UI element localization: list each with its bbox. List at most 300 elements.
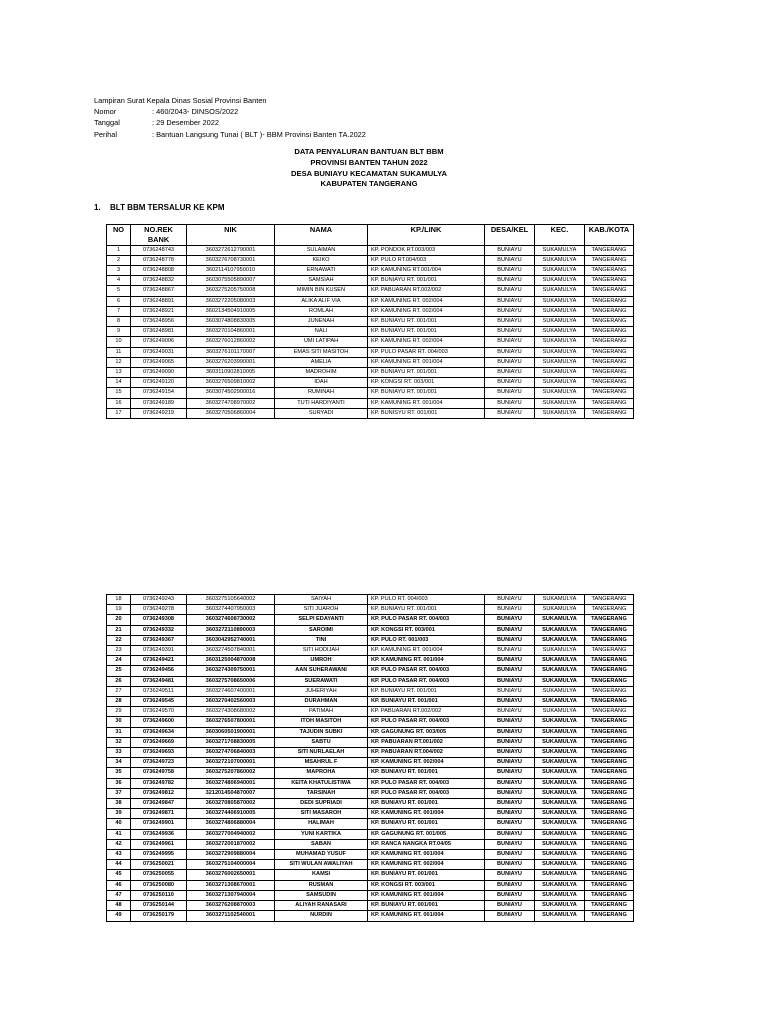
table-row	[107, 317, 634, 327]
cell-kab: TANGERANG	[585, 357, 634, 367]
cell-nik: 3602134504910005	[187, 306, 275, 316]
cell-nama: SABAN	[275, 839, 368, 849]
cell-kec: SUKAMULYA	[535, 317, 585, 327]
header-intro: Lampiran Surat Kepala Dinas Sosial Provinsi Banten	[94, 96, 267, 105]
cell-desa: BUNIAYU	[485, 850, 535, 860]
title-line: KABUPATEN TANGERANG	[320, 179, 418, 189]
cell-kec: SUKAMULYA	[535, 388, 585, 398]
table-row	[107, 676, 634, 686]
cell-no: 14	[107, 378, 131, 388]
cell-no: 49	[107, 911, 131, 921]
cell-rek: 0736249154	[131, 388, 187, 398]
cell-no: 25	[107, 666, 131, 676]
table-row	[107, 829, 634, 839]
cell-kp: KP. PABUARAN RT.002/002	[368, 707, 485, 717]
cell-no: 16	[107, 398, 131, 408]
cell-desa: BUNIAYU	[485, 357, 535, 367]
cell-nama: YUNI KARTIKA	[275, 829, 368, 839]
cell-kab: TANGERANG	[585, 635, 634, 645]
cell-nama: SULAIMAN	[275, 245, 368, 255]
header-field-value: : 29 Desember 2022	[152, 118, 219, 128]
cell-kp: KP. PULO PASAR RT. 004/003	[368, 778, 485, 788]
table-row	[107, 408, 634, 418]
cell-kp: KP. BUNIAYU RT. 001/001	[368, 697, 485, 707]
cell-no: 10	[107, 337, 131, 347]
cell-nama: UMI LATIPAH	[275, 337, 368, 347]
cell-kab: TANGERANG	[585, 778, 634, 788]
cell-nik: 3603275205750008	[187, 286, 275, 296]
cell-rek: 0736249669	[131, 737, 187, 747]
cell-kec: SUKAMULYA	[535, 347, 585, 357]
cell-no: 43	[107, 850, 131, 860]
document-title	[160, 147, 578, 190]
cell-nik: 3603074808830005	[187, 317, 275, 327]
cell-nik: 3603042952740001	[187, 635, 275, 645]
cell-no: 45	[107, 870, 131, 880]
cell-no: 11	[107, 347, 131, 357]
cell-rek: 0736249367	[131, 635, 187, 645]
cell-kec: SUKAMULYA	[535, 686, 585, 696]
cell-nik: 3603272001870002	[187, 839, 275, 849]
cell-rek: 0736249871	[131, 809, 187, 819]
cell-nik: 3603271708830005	[187, 737, 275, 747]
table-row	[107, 809, 634, 819]
cell-kab: TANGERANG	[585, 306, 634, 316]
cell-kp: KP. BUNIAYU RT. 001/001	[368, 317, 485, 327]
cell-kab: TANGERANG	[585, 911, 634, 921]
cell-nama: SITI MASAROH	[275, 809, 368, 819]
cell-kp: KP. PULO PASAR RT. 004/003	[368, 717, 485, 727]
cell-rek: 0736249693	[131, 748, 187, 758]
cell-kp: KP. BUNIAYU RT. 001/001	[368, 870, 485, 880]
table-row	[107, 880, 634, 890]
header-field-label: Nomor	[94, 107, 117, 117]
cell-kp: KP. BUNISYU RT. 001/001	[368, 408, 485, 418]
cell-desa: BUNIAYU	[485, 768, 535, 778]
cell-nik: 3603274607400001	[187, 686, 275, 696]
cell-rek: 0736249995	[131, 850, 187, 860]
cell-kec: SUKAMULYA	[535, 717, 585, 727]
table-row	[107, 266, 634, 276]
cell-nik: 3603274706840003	[187, 748, 275, 758]
cell-kab: TANGERANG	[585, 880, 634, 890]
cell-nik: 3603270402560003	[187, 697, 275, 707]
cell-kec: SUKAMULYA	[535, 829, 585, 839]
cell-rek: 0736249120	[131, 378, 187, 388]
cell-kab: TANGERANG	[585, 368, 634, 378]
cell-desa: BUNIAYU	[485, 676, 535, 686]
cell-nik: 3603274806880004	[187, 819, 275, 829]
cell-rek: 0736250144	[131, 901, 187, 911]
cell-nik: 3603270104860001	[187, 327, 275, 337]
cell-kec: SUKAMULYA	[535, 676, 585, 686]
cell-kp: KP. PULO PASAR RT. 004/003	[368, 347, 485, 357]
cell-desa: BUNIAYU	[485, 317, 535, 327]
cell-kab: TANGERANG	[585, 788, 634, 798]
cell-nama: KEITA KHATULISTIWA	[275, 778, 368, 788]
cell-kp: KP. BUNIAYU RT. 001/001	[368, 768, 485, 778]
cell-desa: BUNIAYU	[485, 727, 535, 737]
table-row	[107, 911, 634, 921]
cell-kab: TANGERANG	[585, 266, 634, 276]
cell-kab: TANGERANG	[585, 255, 634, 265]
cell-nama: RUMINAH	[275, 388, 368, 398]
cell-kab: TANGERANG	[585, 276, 634, 286]
cell-rek: 0736248832	[131, 276, 187, 286]
cell-nama: TUTI HARDIYANTI	[275, 398, 368, 408]
cell-kab: TANGERANG	[585, 676, 634, 686]
table-row	[107, 850, 634, 860]
cell-kec: SUKAMULYA	[535, 368, 585, 378]
col-header-no: NO	[107, 225, 131, 246]
cell-desa: BUNIAYU	[485, 686, 535, 696]
table-row	[107, 839, 634, 849]
cell-desa: BUNIAYU	[485, 605, 535, 615]
cell-kab: TANGERANG	[585, 717, 634, 727]
cell-desa: BUNIAYU	[485, 809, 535, 819]
cell-no: 39	[107, 809, 131, 819]
cell-kab: TANGERANG	[585, 317, 634, 327]
cell-nama: SABTU	[275, 737, 368, 747]
cell-kp: KP. KAMUNING RT. 001/004	[368, 398, 485, 408]
table-row	[107, 686, 634, 696]
cell-kp: KP. KAMUNING RT. 002/004	[368, 758, 485, 768]
table-row	[107, 870, 634, 880]
cell-rek: 0736249308	[131, 615, 187, 625]
cell-no: 24	[107, 656, 131, 666]
cell-kec: SUKAMULYA	[535, 758, 585, 768]
cell-kp: KP. PULO RT.004/003	[368, 255, 485, 265]
cell-rek: 0736249065	[131, 357, 187, 367]
cell-desa: BUNIAYU	[485, 890, 535, 900]
cell-nik: 3603276507800001	[187, 717, 275, 727]
cell-nik: 3603272205080003	[187, 296, 275, 306]
cell-kab: TANGERANG	[585, 327, 634, 337]
header-field-nomor	[94, 106, 366, 117]
cell-nama: SAROIMI	[275, 625, 368, 635]
cell-rek: 0736249847	[131, 799, 187, 809]
cell-rek: 0736249219	[131, 408, 187, 418]
cell-rek: 0736248743	[131, 245, 187, 255]
cell-kab: TANGERANG	[585, 870, 634, 880]
cell-rek: 0736249421	[131, 656, 187, 666]
cell-nama: SELPI EDAYANTI	[275, 615, 368, 625]
cell-kab: TANGERANG	[585, 337, 634, 347]
cell-kp: KP. BUNIAYU RT. 001/001	[368, 388, 485, 398]
cell-rek: 0736249758	[131, 768, 187, 778]
cell-kec: SUKAMULYA	[535, 327, 585, 337]
cell-nama: TARSINAH	[275, 788, 368, 798]
cell-desa: BUNIAYU	[485, 758, 535, 768]
cell-kab: TANGERANG	[585, 686, 634, 696]
cell-desa: BUNIAYU	[485, 880, 535, 890]
cell-nik: 3603270805870002	[187, 799, 275, 809]
cell-nama: PATIMAH	[275, 707, 368, 717]
cell-no: 36	[107, 778, 131, 788]
cell-nik: 3603276101170007	[187, 347, 275, 357]
cell-no: 22	[107, 635, 131, 645]
cell-desa: BUNIAYU	[485, 615, 535, 625]
cell-rek: 0736249243	[131, 595, 187, 605]
col-header-kec: KEC.	[535, 225, 585, 246]
cell-rek: 0736249481	[131, 676, 187, 686]
cell-rek: 0736249600	[131, 717, 187, 727]
cell-no: 18	[107, 595, 131, 605]
table-body	[107, 245, 634, 418]
table-body	[107, 595, 634, 922]
cell-rek: 0736248808	[131, 266, 187, 276]
cell-rek: 0736249456	[131, 666, 187, 676]
table-row	[107, 697, 634, 707]
cell-kp: KP. KAMUNING RT. 001/004	[368, 656, 485, 666]
cell-kec: SUKAMULYA	[535, 901, 585, 911]
cell-nik: 3603274309750001	[187, 666, 275, 676]
cell-nama: KEIKO	[275, 255, 368, 265]
cell-no: 26	[107, 676, 131, 686]
cell-kp: KP. BUNIAYU RT. 001/001	[368, 327, 485, 337]
cell-kp: KP. KAMUNING RT. 002/004	[368, 337, 485, 347]
cell-kp: KP. KAMUNING RT. 001/004	[368, 357, 485, 367]
cell-kp: KP. PABUARAN RT.004/002	[368, 748, 485, 758]
cell-desa: BUNIAYU	[485, 635, 535, 645]
header-field-label: Tanggal	[94, 118, 120, 128]
cell-nama: MAPROHA	[275, 768, 368, 778]
cell-nik: 3603276203990001	[187, 357, 275, 367]
cell-kab: TANGERANG	[585, 901, 634, 911]
cell-no: 30	[107, 717, 131, 727]
cell-kp: KP. PULO PASAR RT. 004/003	[368, 666, 485, 676]
cell-no: 3	[107, 266, 131, 276]
cell-kec: SUKAMULYA	[535, 595, 585, 605]
cell-kab: TANGERANG	[585, 890, 634, 900]
cell-kp: KP. KONGSI RT. 003/001	[368, 880, 485, 890]
cell-kec: SUKAMULYA	[535, 778, 585, 788]
cell-kec: SUKAMULYA	[535, 378, 585, 388]
cell-kec: SUKAMULYA	[535, 697, 585, 707]
cell-desa: BUNIAYU	[485, 327, 535, 337]
section-number: 1.	[94, 203, 101, 212]
cell-nik: 3603271308670001	[187, 880, 275, 890]
cell-nik: 3603272110890003	[187, 625, 275, 635]
cell-desa: BUNIAYU	[485, 901, 535, 911]
cell-no: 46	[107, 880, 131, 890]
cell-desa: BUNIAYU	[485, 799, 535, 809]
cell-nik: 3603075505890007	[187, 276, 275, 286]
cell-desa: BUNIAYU	[485, 255, 535, 265]
cell-kab: TANGERANG	[585, 809, 634, 819]
cell-nama: MSAHRUL F	[275, 758, 368, 768]
cell-nik: 3603274406910005	[187, 809, 275, 819]
cell-desa: BUNIAYU	[485, 306, 535, 316]
table-row	[107, 656, 634, 666]
cell-rek: 0736249782	[131, 778, 187, 788]
cell-kp: KP. PULO RT. 001/003	[368, 635, 485, 645]
cell-kec: SUKAMULYA	[535, 656, 585, 666]
cell-kec: SUKAMULYA	[535, 809, 585, 819]
cell-nik: 3603125004870008	[187, 656, 275, 666]
cell-kec: SUKAMULYA	[535, 707, 585, 717]
cell-desa: BUNIAYU	[485, 697, 535, 707]
table-row	[107, 347, 634, 357]
cell-kab: TANGERANG	[585, 408, 634, 418]
cell-nama: ERNAWATI	[275, 266, 368, 276]
cell-kab: TANGERANG	[585, 707, 634, 717]
cell-rek: 0736249961	[131, 839, 187, 849]
cell-kab: TANGERANG	[585, 768, 634, 778]
header-field-value: : Bantuan Langsung Tunai ( BLT )- BBM Provinsi Banten TA.2022	[152, 129, 366, 139]
cell-kp: KP. GAGUNUNG RT. 003/005	[368, 727, 485, 737]
table-row	[107, 276, 634, 286]
cell-rek: 0736250110	[131, 890, 187, 900]
cell-desa: BUNIAYU	[485, 276, 535, 286]
table-row	[107, 357, 634, 367]
cell-kab: TANGERANG	[585, 727, 634, 737]
cell-desa: BUNIAYU	[485, 656, 535, 666]
cell-kab: TANGERANG	[585, 595, 634, 605]
cell-desa: BUNIAYU	[485, 870, 535, 880]
cell-rek: 0736248867	[131, 286, 187, 296]
cell-desa: BUNIAYU	[485, 646, 535, 656]
cell-kab: TANGERANG	[585, 829, 634, 839]
cell-rek: 0736249090	[131, 368, 187, 378]
cell-rek: 0736249545	[131, 697, 187, 707]
col-header-rek: NO.REK BANK	[131, 225, 187, 246]
cell-rek: 0736249031	[131, 347, 187, 357]
col-header-nama: NAMA	[275, 225, 368, 246]
cell-nama: SITI HODIJAH	[275, 646, 368, 656]
cell-nama: SAIYAH	[275, 595, 368, 605]
cell-rek: 0736250080	[131, 880, 187, 890]
cell-rek: 0736249901	[131, 819, 187, 829]
cell-kec: SUKAMULYA	[535, 870, 585, 880]
cell-desa: BUNIAYU	[485, 748, 535, 758]
cell-kec: SUKAMULYA	[535, 646, 585, 656]
table-row	[107, 748, 634, 758]
table-row	[107, 646, 634, 656]
cell-desa: BUNIAYU	[485, 829, 535, 839]
cell-kp: KP. PONDOK RT.003/003	[368, 245, 485, 255]
table-row	[107, 635, 634, 645]
cell-kab: TANGERANG	[585, 748, 634, 758]
cell-no: 31	[107, 727, 131, 737]
cell-kab: TANGERANG	[585, 646, 634, 656]
cell-no: 48	[107, 901, 131, 911]
cell-no: 23	[107, 646, 131, 656]
cell-kec: SUKAMULYA	[535, 880, 585, 890]
table-row	[107, 337, 634, 347]
cell-no: 6	[107, 296, 131, 306]
cell-rek: 0736249634	[131, 727, 187, 737]
cell-nama: TAJUDIN SUBKI	[275, 727, 368, 737]
cell-kec: SUKAMULYA	[535, 819, 585, 829]
cell-no: 44	[107, 860, 131, 870]
cell-desa: BUNIAYU	[485, 368, 535, 378]
cell-kec: SUKAMULYA	[535, 860, 585, 870]
cell-kp: KP. KONGSI RT. 003/001	[368, 625, 485, 635]
cell-nama: JUNENAH	[275, 317, 368, 327]
section-label: BLT BBM TERSALUR KE KPM	[110, 203, 225, 212]
cell-kab: TANGERANG	[585, 388, 634, 398]
cell-rek: 0736250021	[131, 860, 187, 870]
cell-kec: SUKAMULYA	[535, 890, 585, 900]
header-field-value: : 460/2043- DINSOS/2022	[152, 107, 239, 117]
cell-nik: 3603274507840001	[187, 646, 275, 656]
cell-no: 12	[107, 357, 131, 367]
cell-kp: KP. KAMUNING RT. 002/004	[368, 860, 485, 870]
table-row	[107, 768, 634, 778]
cell-nama: SAMSUDIN	[275, 890, 368, 900]
cell-nik: 3603276208870003	[187, 901, 275, 911]
cell-desa: BUNIAYU	[485, 378, 535, 388]
cell-kab: TANGERANG	[585, 656, 634, 666]
table-row	[107, 286, 634, 296]
cell-nama: SITI WULAN AWALIYAH	[275, 860, 368, 870]
cell-kec: SUKAMULYA	[535, 839, 585, 849]
cell-no: 8	[107, 317, 131, 327]
cell-desa: BUNIAYU	[485, 911, 535, 921]
cell-no: 47	[107, 890, 131, 900]
cell-no: 20	[107, 615, 131, 625]
table-row	[107, 296, 634, 306]
cell-rek: 0736248981	[131, 327, 187, 337]
cell-kec: SUKAMULYA	[535, 286, 585, 296]
col-header-kp: KP./LINK	[368, 225, 485, 246]
cell-desa: BUNIAYU	[485, 245, 535, 255]
table-row	[107, 398, 634, 408]
cell-no: 21	[107, 625, 131, 635]
cell-desa: BUNIAYU	[485, 788, 535, 798]
cell-nik: 3603272107000001	[187, 758, 275, 768]
cell-kp: KP. BUNIAYU RT. 001/001	[368, 901, 485, 911]
cell-no: 41	[107, 829, 131, 839]
cell-kp: KP. KONGSI RT. 003/001	[368, 378, 485, 388]
table-row	[107, 901, 634, 911]
cell-nama: KAMSI	[275, 870, 368, 880]
cell-no: 32	[107, 737, 131, 747]
cell-rek: 0736249812	[131, 788, 187, 798]
cell-nama: NALI	[275, 327, 368, 337]
cell-nik: 3603276509810002	[187, 378, 275, 388]
cell-nama: MADROHIM	[275, 368, 368, 378]
table-row	[107, 890, 634, 900]
cell-no: 9	[107, 327, 131, 337]
cell-kec: SUKAMULYA	[535, 799, 585, 809]
table-row	[107, 388, 634, 398]
cell-no: 38	[107, 799, 131, 809]
cell-kab: TANGERANG	[585, 819, 634, 829]
cell-nama: MUHAMAD YUSUF	[275, 850, 368, 860]
cell-kab: TANGERANG	[585, 347, 634, 357]
cell-rek: 0736249006	[131, 337, 187, 347]
cell-desa: BUNIAYU	[485, 707, 535, 717]
table-row	[107, 327, 634, 337]
cell-nik: 3212014504870007	[187, 788, 275, 798]
cell-rek: 0736248778	[131, 255, 187, 265]
cell-kec: SUKAMULYA	[535, 255, 585, 265]
cell-rek: 0736249936	[131, 829, 187, 839]
header-field-perihal	[94, 129, 366, 140]
cell-no: 2	[107, 255, 131, 265]
cell-no: 19	[107, 605, 131, 615]
table-row	[107, 819, 634, 829]
cell-nik: 3603110902810005	[187, 368, 275, 378]
cell-kec: SUKAMULYA	[535, 245, 585, 255]
table-row	[107, 860, 634, 870]
cell-desa: BUNIAYU	[485, 337, 535, 347]
cell-kab: TANGERANG	[585, 296, 634, 306]
cell-kab: TANGERANG	[585, 666, 634, 676]
cell-desa: BUNIAYU	[485, 398, 535, 408]
